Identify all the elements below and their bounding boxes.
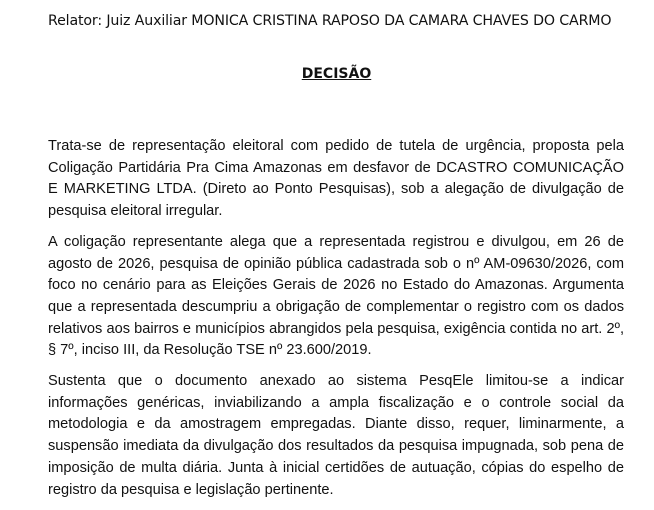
document-body <box>48 136 624 510</box>
paragraph-2: A coligação representante alega que a representada registrou e divulgou, em 26 de agosto de 2026, pesquisa de opinião pública cadastrada sob o nº AM-09630/2026, com foco no cenário para as Eleições Gerais de 2026 no Estado do Amazonas. Argumenta que a representada descumpriu a obrigação de complementar o registro com os dados relativos aos bairros e municípios abrangidos pela pesquisa, exigência contida no art. 2º, § 7º, inciso III, da Resolução TSE nº 23.600/2019. <box>48 233 624 359</box>
decision-heading: DECISÃO <box>301 66 372 82</box>
paragraph-1: Trata-se de representação eleitoral com pedido de tutela de urgência, proposta pela Coligação Partidária Pra Cima Amazonas em desfavor de DCASTRO COMUNICAÇÃO E MARKETING LTDA. (Direto ao Ponto Pesquisas), sob a alegação de divulgação de pesquisa eleitoral irregular. <box>48 138 624 220</box>
relator-line: Relator: Juiz Auxiliar MONICA CRISTINA RAPOSO DA CAMARA CHAVES DO CARMO <box>48 13 612 29</box>
paragraph-3: Sustenta que o documento anexado ao sistema PesqEle limitou-se a indicar informações genéricas, inviabilizando a ampla fiscalização e o controle social da metodologia e da amostragem empregadas. Diante disso, requer, liminarmente, a suspensão imediata da divulgação dos resultados da pesquisa impugnada, sob pena de imposição de multa diária. Junta à inicial certidões de autuação, cópias do espelho de registro da pesquisa e legislação pertinente. <box>48 373 624 498</box>
